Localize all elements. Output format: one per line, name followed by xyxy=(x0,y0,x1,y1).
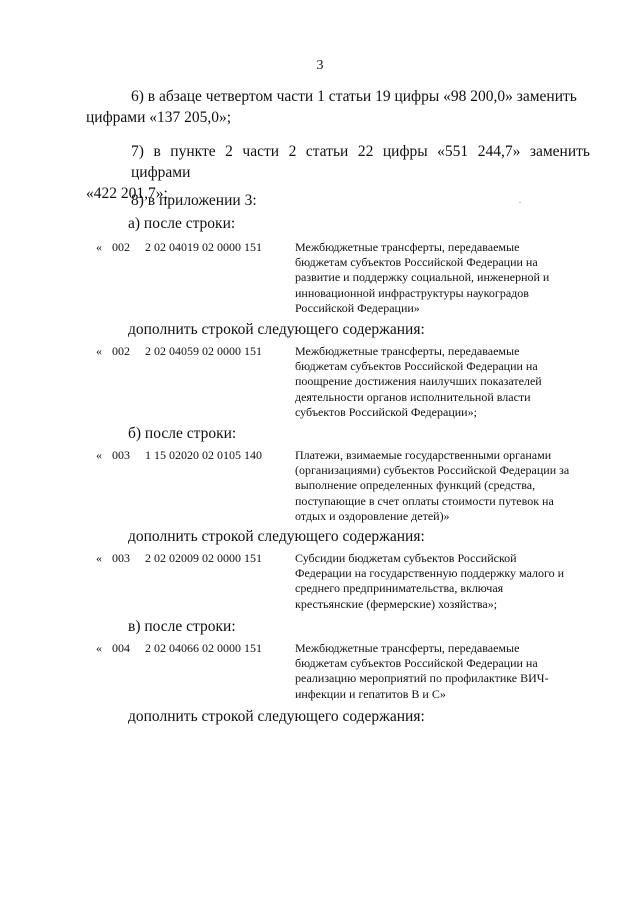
heading-add-row-1: дополнить строкой следующего содержания: xyxy=(128,321,425,338)
row-description: Межбюджетные трансферты, передаваемые бюджетам субъектов Российской Федерации на поощрение достижения наилучших показателей деятельности органов исполнительной власти субъектов Российской Федерации»; xyxy=(295,344,542,419)
row-classification-code: 2 02 04066 02 0000 151 xyxy=(145,641,262,655)
row-description: Межбюджетные трансферты, передаваемые бюджетам субъектов Российской Федерации на развитие и поддержку социальной, инженерной и инновационной инфраструктуры наукоградов Российской Федерации» xyxy=(295,240,550,315)
row-admin-code: 004 xyxy=(112,641,130,655)
heading-b-after-row: б) после строки: xyxy=(128,425,237,442)
paragraph-6-line-2: цифрами «137 205,0»; xyxy=(86,109,232,126)
paragraph-8 xyxy=(86,190,590,211)
row-description: Субсидии бюджетам субъектов Российской Федерации на государственную поддержку малого и среднего предпринимательства, включая крестьянские (фермерские) хозяйства»; xyxy=(295,551,565,611)
row-open-quote: « xyxy=(96,551,102,565)
paragraph-7-line-1: 7) в пункте 2 части 2 статьи 22 цифры «551 244,7» заменить цифрами xyxy=(131,143,590,181)
row-admin-code: 003 xyxy=(112,448,130,462)
paragraph-7-line-2: «422 201,7»; xyxy=(86,185,168,202)
paragraph-8-line-1: 8) в приложении 3: xyxy=(131,192,257,209)
page-number: 3 xyxy=(316,58,324,73)
row-admin-code: 003 xyxy=(112,551,130,565)
row-admin-code: 002 xyxy=(112,240,130,254)
row-open-quote: « xyxy=(96,344,102,358)
row-open-quote: « xyxy=(96,641,102,655)
paragraph-6-line-1: 6) в абзаце четвертом части 1 статьи 19 цифры «98 200,0» заменить xyxy=(131,88,577,105)
heading-a-after-row: а) после строки: xyxy=(128,215,236,232)
row-classification-code: 2 02 04059 02 0000 151 xyxy=(145,344,262,358)
row-admin-code: 002 xyxy=(112,344,130,358)
scan-speck xyxy=(519,202,521,203)
row-open-quote: « xyxy=(96,448,102,462)
row-classification-code: 2 02 02009 02 0000 151 xyxy=(145,551,262,565)
row-description: Межбюджетные трансферты, передаваемые бюджетам субъектов Российской Федерации на реализацию мероприятий по профилактике ВИЧ-инфекции и гепатитов В и С» xyxy=(295,641,549,701)
paragraph-6 xyxy=(86,86,590,128)
row-classification-code: 1 15 02020 02 0105 140 xyxy=(145,448,262,462)
heading-add-row-2: дополнить строкой следующего содержания: xyxy=(128,528,425,545)
row-classification-code: 2 02 04019 02 0000 151 xyxy=(145,240,262,254)
row-description: Платежи, взимаемые государственными органами (организациями) субъектов Российской Федерации за выполнение определенных функций (средства, поступающие в счет оплаты стоимости путевок на отдых и оздоровление детей)» xyxy=(295,448,570,523)
row-open-quote: « xyxy=(96,240,102,254)
heading-add-row-3: дополнить строкой следующего содержания: xyxy=(128,708,425,725)
heading-v-after-row: в) после строки: xyxy=(128,618,236,635)
